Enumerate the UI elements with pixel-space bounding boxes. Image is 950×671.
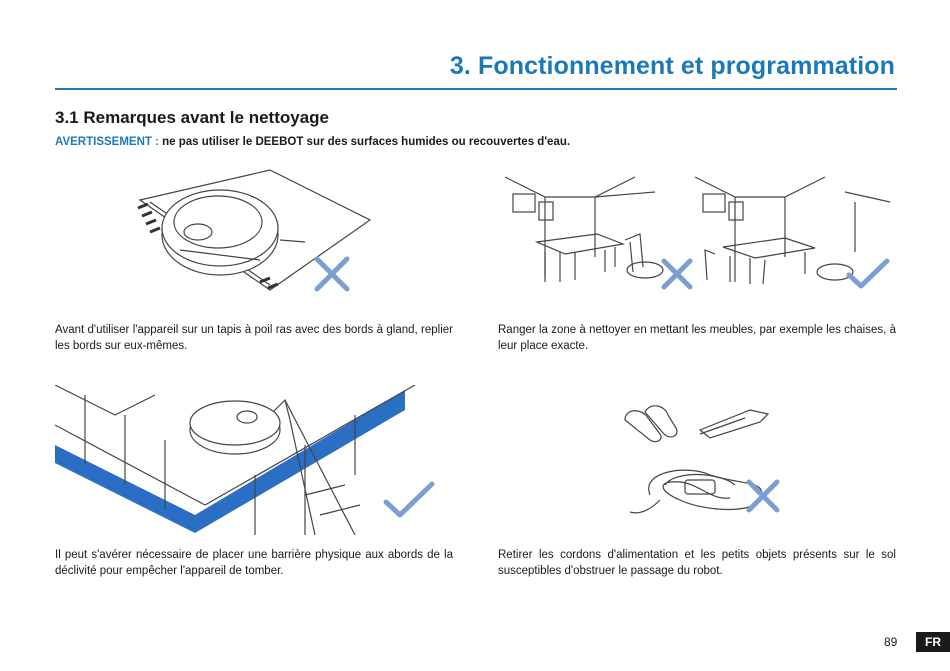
check-mark-icon bbox=[845, 257, 891, 291]
caption-stairs: Il peut s'avérer nécessaire de placer une barrière physique aux abords de la déclivité pour empêcher l'appareil de tomber. bbox=[55, 549, 453, 577]
chapter-title: 3. Fonctionnement et programmation bbox=[449, 52, 895, 80]
cross-mark-icon bbox=[313, 255, 351, 293]
warning-label: AVERTISSEMENT : bbox=[55, 136, 159, 148]
stairs-illustration bbox=[55, 385, 435, 535]
furniture-illustration bbox=[505, 172, 890, 297]
header-rule bbox=[55, 88, 897, 90]
caption-rug: Avant d'utiliser l'appareil sur un tapis à poil ras avec des bords à gland, replier les bords sur eux-mêmes. bbox=[55, 324, 453, 352]
section-title: 3.1 Remarques avant le nettoyage bbox=[55, 108, 330, 127]
language-badge: FR bbox=[916, 632, 950, 652]
warning-line bbox=[55, 136, 570, 148]
caption-cords: Retirer les cordons d'alimentation et les petits objets présents sur le sol susceptibles d'obstruer le passage du robot. bbox=[498, 549, 896, 577]
warning-text: ne pas utiliser le DEEBOT sur des surfaces humides ou recouvertes d'eau. bbox=[158, 136, 571, 148]
page-number: 89 bbox=[884, 635, 898, 649]
cross-mark-icon bbox=[660, 257, 694, 291]
caption-furniture: Ranger la zone à nettoyer en mettant les meubles, par exemple les chaises, à leur place exacte. bbox=[498, 324, 896, 352]
check-mark-icon bbox=[382, 480, 436, 520]
cross-mark-icon bbox=[745, 478, 781, 514]
